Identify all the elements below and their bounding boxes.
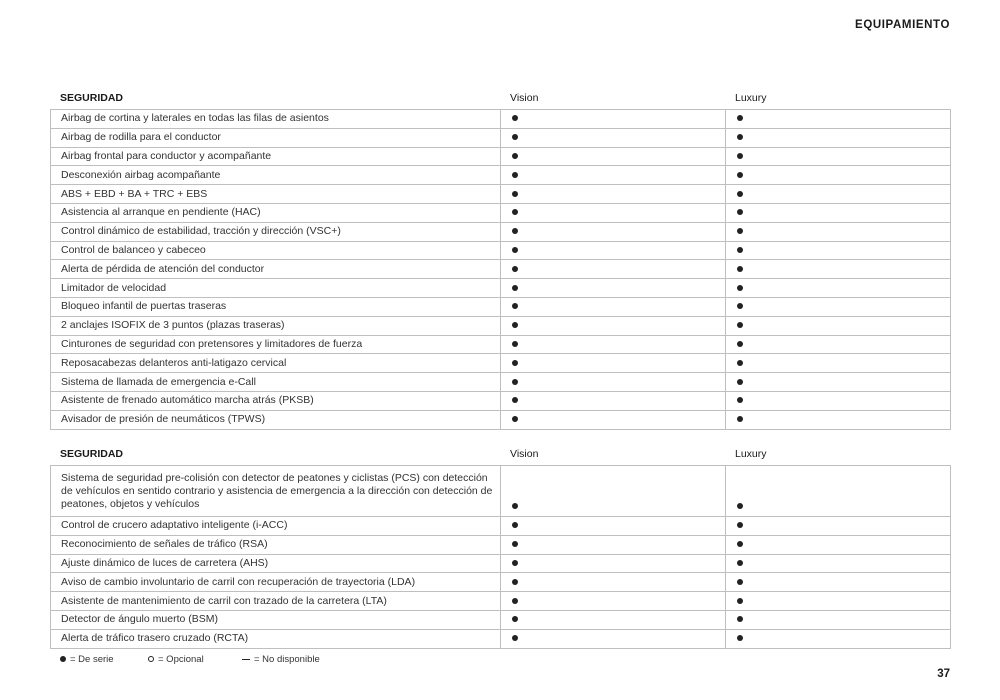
luxury-cell	[726, 279, 951, 298]
vision-cell	[501, 410, 726, 429]
open-circle-icon	[148, 656, 154, 662]
column-header-vision: Vision	[510, 448, 539, 460]
table-row	[51, 610, 951, 629]
standard-dot-icon	[512, 635, 518, 641]
feature-cell: Avisador de presión de neumáticos (TPWS)	[51, 410, 501, 429]
standard-dot-icon	[737, 579, 743, 585]
equipment-table	[50, 465, 951, 649]
standard-dot-icon	[737, 115, 743, 121]
feature-cell: 2 anclajes ISOFIX de 3 puntos (plazas traseras)	[51, 316, 501, 335]
feature-cell: Cinturones de seguridad con pretensores y limitadores de fuerza	[51, 335, 501, 354]
vision-cell	[501, 335, 726, 354]
feature-cell: Airbag de cortina y laterales en todas las filas de asientos	[51, 110, 501, 129]
standard-dot-icon	[737, 360, 743, 366]
luxury-cell	[726, 535, 951, 554]
luxury-cell	[726, 166, 951, 185]
section-title: SEGURIDAD	[60, 92, 124, 104]
vision-cell	[501, 391, 726, 410]
table-row	[51, 466, 951, 517]
standard-dot-icon	[737, 322, 743, 328]
feature-cell: Asistente de frenado automático marcha atrás (PKSB)	[51, 391, 501, 410]
luxury-cell	[726, 517, 951, 536]
vision-cell	[501, 297, 726, 316]
safety-section-1	[50, 89, 950, 430]
table-row	[51, 147, 951, 166]
luxury-cell	[726, 354, 951, 373]
standard-dot-icon	[512, 172, 518, 178]
vision-cell	[501, 185, 726, 204]
vision-cell	[501, 316, 726, 335]
feature-cell: Sistema de seguridad pre-colisión con detector de peatones y ciclistas (PCS) con detección de vehículos en sentido contrario y asistencia de emergencia a la dirección con detección de peatones, objetos y vehículos	[51, 466, 501, 517]
vision-cell	[501, 610, 726, 629]
standard-dot-icon	[512, 134, 518, 140]
standard-dot-icon	[512, 191, 518, 197]
standard-dot-icon	[737, 153, 743, 159]
legend-unavailable	[242, 654, 320, 665]
vision-cell	[501, 535, 726, 554]
table-row	[51, 535, 951, 554]
table-row	[51, 373, 951, 392]
standard-dot-icon	[512, 209, 518, 215]
luxury-cell	[726, 241, 951, 260]
legend-unavailable-label: = No disponible	[254, 654, 320, 665]
feature-cell: Reconocimiento de señales de tráfico (RSA)	[51, 535, 501, 554]
vision-cell	[501, 629, 726, 648]
feature-cell: Reposacabezas delanteros anti-latigazo cervical	[51, 354, 501, 373]
standard-dot-icon	[737, 397, 743, 403]
vision-cell	[501, 573, 726, 592]
page-header-title: EQUIPAMIENTO	[855, 19, 950, 31]
luxury-cell	[726, 110, 951, 129]
standard-dot-icon	[737, 635, 743, 641]
vision-cell	[501, 373, 726, 392]
standard-dot-icon	[512, 247, 518, 253]
table-row	[51, 203, 951, 222]
standard-dot-icon	[737, 616, 743, 622]
feature-cell: Asistente de mantenimiento de carril con trazado de la carretera (LTA)	[51, 592, 501, 611]
standard-dot-icon	[512, 115, 518, 121]
feature-cell: Limitador de velocidad	[51, 279, 501, 298]
filled-dot-icon	[60, 656, 66, 662]
standard-dot-icon	[512, 616, 518, 622]
feature-cell: Bloqueo infantil de puertas traseras	[51, 297, 501, 316]
table-row	[51, 279, 951, 298]
vision-cell	[501, 279, 726, 298]
feature-cell: Desconexión airbag acompañante	[51, 166, 501, 185]
legend-optional-label: = Opcional	[158, 654, 204, 665]
standard-dot-icon	[512, 266, 518, 272]
table-row	[51, 517, 951, 536]
standard-dot-icon	[737, 285, 743, 291]
feature-cell: Airbag frontal para conductor y acompañante	[51, 147, 501, 166]
luxury-cell	[726, 373, 951, 392]
section-header	[50, 445, 950, 465]
feature-cell: Alerta de tráfico trasero cruzado (RCTA)	[51, 629, 501, 648]
luxury-cell	[726, 222, 951, 241]
standard-dot-icon	[737, 560, 743, 566]
vision-cell	[501, 222, 726, 241]
table-row	[51, 297, 951, 316]
table-row	[51, 110, 951, 129]
safety-section-2	[50, 445, 950, 649]
equipment-table	[50, 109, 951, 430]
section-header	[50, 89, 950, 109]
luxury-cell	[726, 147, 951, 166]
page-number: 37	[937, 668, 950, 680]
luxury-cell	[726, 610, 951, 629]
standard-dot-icon	[737, 172, 743, 178]
feature-cell: Sistema de llamada de emergencia e-Call	[51, 373, 501, 392]
legend-optional	[148, 654, 204, 665]
standard-dot-icon	[737, 522, 743, 528]
column-header-luxury: Luxury	[735, 92, 767, 104]
standard-dot-icon	[737, 134, 743, 140]
standard-dot-icon	[737, 503, 743, 509]
standard-dot-icon	[512, 541, 518, 547]
vision-cell	[501, 517, 726, 536]
table-row	[51, 335, 951, 354]
table-row	[51, 573, 951, 592]
table-row	[51, 391, 951, 410]
vision-cell	[501, 241, 726, 260]
feature-cell: Control de balanceo y cabeceo	[51, 241, 501, 260]
standard-dot-icon	[512, 153, 518, 159]
standard-dot-icon	[737, 379, 743, 385]
standard-dot-icon	[737, 209, 743, 215]
luxury-cell	[726, 185, 951, 204]
vision-cell	[501, 128, 726, 147]
standard-dot-icon	[512, 341, 518, 347]
legend-standard	[60, 654, 114, 665]
standard-dot-icon	[737, 416, 743, 422]
standard-dot-icon	[512, 503, 518, 509]
dash-icon	[242, 659, 250, 660]
vision-cell	[501, 203, 726, 222]
luxury-cell	[726, 128, 951, 147]
luxury-cell	[726, 391, 951, 410]
table-row	[51, 592, 951, 611]
feature-cell: Aviso de cambio involuntario de carril con recuperación de trayectoria (LDA)	[51, 573, 501, 592]
luxury-cell	[726, 316, 951, 335]
standard-dot-icon	[512, 322, 518, 328]
column-header-vision: Vision	[510, 92, 539, 104]
standard-dot-icon	[512, 522, 518, 528]
table-row	[51, 316, 951, 335]
standard-dot-icon	[737, 191, 743, 197]
vision-cell	[501, 166, 726, 185]
vision-cell	[501, 554, 726, 573]
luxury-cell	[726, 466, 951, 517]
standard-dot-icon	[737, 266, 743, 272]
vision-cell	[501, 110, 726, 129]
table-row	[51, 354, 951, 373]
luxury-cell	[726, 573, 951, 592]
feature-cell: Airbag de rodilla para el conductor	[51, 128, 501, 147]
standard-dot-icon	[512, 379, 518, 385]
legend-standard-label: = De serie	[70, 654, 114, 665]
standard-dot-icon	[512, 228, 518, 234]
standard-dot-icon	[737, 598, 743, 604]
luxury-cell	[726, 410, 951, 429]
luxury-cell	[726, 629, 951, 648]
table-row	[51, 128, 951, 147]
luxury-cell	[726, 297, 951, 316]
feature-cell: ABS + EBD + BA + TRC + EBS	[51, 185, 501, 204]
standard-dot-icon	[512, 285, 518, 291]
vision-cell	[501, 354, 726, 373]
vision-cell	[501, 147, 726, 166]
standard-dot-icon	[737, 247, 743, 253]
feature-cell: Control dinámico de estabilidad, tracción y dirección (VSC+)	[51, 222, 501, 241]
luxury-cell	[726, 203, 951, 222]
luxury-cell	[726, 260, 951, 279]
table-row	[51, 222, 951, 241]
feature-cell: Detector de ángulo muerto (BSM)	[51, 610, 501, 629]
feature-cell: Asistencia al arranque en pendiente (HAC)	[51, 203, 501, 222]
luxury-cell	[726, 592, 951, 611]
table-row	[51, 629, 951, 648]
standard-dot-icon	[512, 360, 518, 366]
standard-dot-icon	[512, 416, 518, 422]
standard-dot-icon	[512, 560, 518, 566]
table-row	[51, 554, 951, 573]
luxury-cell	[726, 335, 951, 354]
standard-dot-icon	[512, 303, 518, 309]
vision-cell	[501, 466, 726, 517]
section-title: SEGURIDAD	[60, 448, 124, 460]
vision-cell	[501, 592, 726, 611]
standard-dot-icon	[512, 598, 518, 604]
table-row	[51, 410, 951, 429]
standard-dot-icon	[512, 579, 518, 585]
column-header-luxury: Luxury	[735, 448, 767, 460]
table-row	[51, 260, 951, 279]
standard-dot-icon	[737, 541, 743, 547]
standard-dot-icon	[512, 397, 518, 403]
standard-dot-icon	[737, 341, 743, 347]
vision-cell	[501, 260, 726, 279]
standard-dot-icon	[737, 303, 743, 309]
feature-cell: Control de crucero adaptativo inteligente (i-ACC)	[51, 517, 501, 536]
feature-cell: Ajuste dinámico de luces de carretera (AHS)	[51, 554, 501, 573]
table-row	[51, 185, 951, 204]
luxury-cell	[726, 554, 951, 573]
table-row	[51, 166, 951, 185]
standard-dot-icon	[737, 228, 743, 234]
table-row	[51, 241, 951, 260]
feature-cell: Alerta de pérdida de atención del conductor	[51, 260, 501, 279]
